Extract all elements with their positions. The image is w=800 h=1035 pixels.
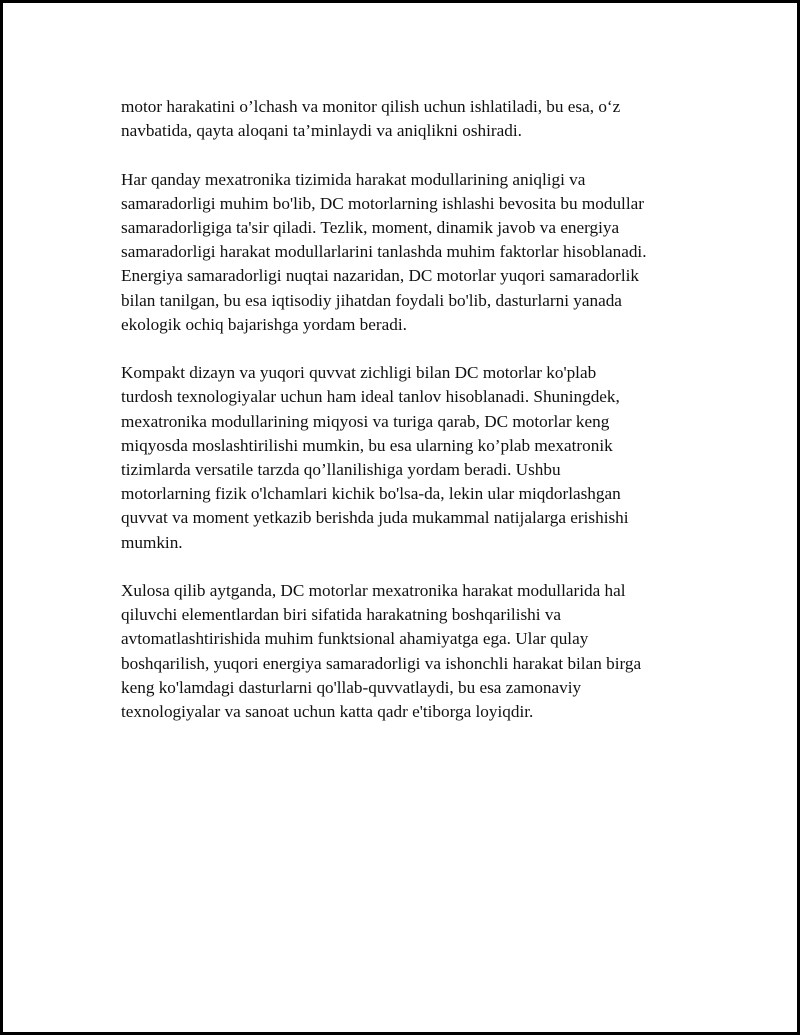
paragraph-3: Kompakt dizayn va yuqori quvvat zichligi bilan DC motorlar ko'plab turdosh texnologiyalar uchun ham ideal tanlov hisoblanadi. Shuningdek, mexatronika modullarining miqyosi va turiga qarab, DC motorlar keng miqyosda moslashtirilishi mumkin, bu esa ularning ko’plab mexatronik tizimlarda versatile tarzda qo’llanilishiga yordam beradi. Ushbu motorlarning fizik o'lchamlari kichik bo'lsa-da, lekin ular miqdorlashgan quvvat va moment yetkazib berishda juda mukammal natijalarga erishishi mumkin. bbox=[121, 363, 629, 552]
paragraph-4: Xulosa qilib aytganda, DC motorlar mexatronika harakat modullarida hal qiluvchi elementlardan biri sifatida harakatning boshqarilishi va avtomatlashtirishida muhim funktsional ahamiyatga ega. Ular qulay boshqarilish, yuqori energiya samaradorligi va ishonchli harakat bilan birga keng ko'lamdagi dasturlarni qo'llab-quvvatlaydi, bu esa zamonaviy texnologiyalar va sanoat uchun katta qadr e'tiborga loyiqdir. bbox=[121, 581, 642, 722]
document-body bbox=[121, 95, 701, 748]
paragraph-1: motor harakatini o’lchash va monitor qilish uchun ishlatiladi, bu esa, o‘z navbatida, qayta aloqani ta’minlaydi va aniqlikni oshiradi. bbox=[121, 97, 621, 141]
paragraph-2: Har qanday mexatronika tizimida harakat modullarining aniqligi va samaradorligi muhim bo'lib, DC motorlarning ishlashi bevosita bu modullar samaradorligiga ta'sir qiladi. Tezlik, moment, dinamik javob va energiya samaradorligi harakat modullarlarini tanlashda muhim faktorlar hisoblanadi. Energiya samaradorligi nuqtai nazaridan, DC motorlar yuqori samaradorlik bilan tanilgan, bu esa iqtisodiy jihatdan foydali bo'lib, dasturlarni yanada ekologik ochiq bajarishga yordam beradi. bbox=[121, 169, 647, 334]
